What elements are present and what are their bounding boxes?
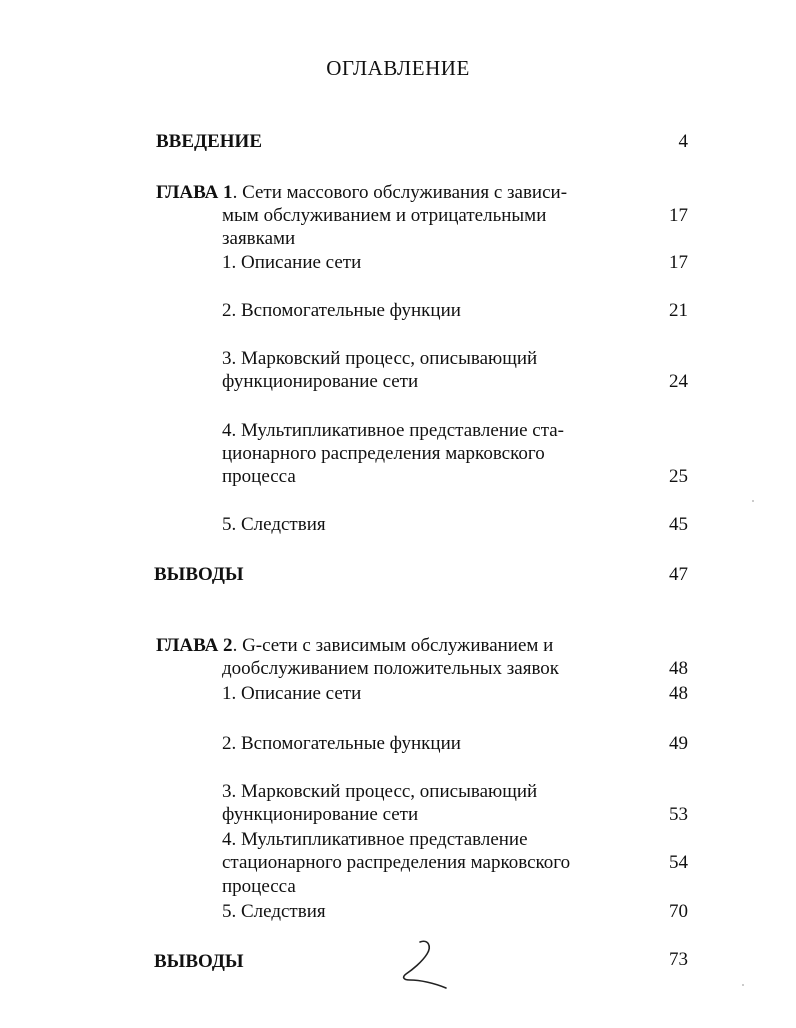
- chapter1-title-text: . Сети массового обслуживания с зависи-: [232, 182, 568, 203]
- chapter1-section-4-page: 25: [669, 466, 688, 487]
- chapter1-conclusions-label: ВЫВОДЫ: [154, 564, 244, 585]
- toc-intro-page: 4: [678, 131, 688, 152]
- scan-speck: [752, 500, 754, 502]
- chapter1-title-line-2: мым обслуживанием и отрицательными: [222, 205, 547, 226]
- chapter1-section-2-page: 21: [669, 300, 688, 321]
- chapter1-page: 17: [669, 205, 688, 226]
- chapter1-title-line-3: заявками: [222, 228, 296, 249]
- chapter1-section-4-line-3: процесса: [222, 466, 296, 487]
- chapter1-section-2: 2. Вспомогательные функции: [222, 300, 461, 321]
- chapter2-section-3-line-1: 3. Марковский процесс, описывающий: [222, 781, 538, 802]
- chapter2-section-3-page: 53: [669, 804, 688, 825]
- chapter2-heading: ГЛАВА 2: [156, 635, 233, 656]
- chapter2-section-5: 5. Следствия: [222, 901, 326, 922]
- chapter1-section-1-page: 17: [669, 252, 688, 273]
- chapter2-title-text: . G-сети с зависимым обслуживанием и: [232, 635, 554, 656]
- scan-speck: [742, 984, 744, 986]
- chapter2-section-1: 1. Описание сети: [222, 683, 362, 704]
- chapter1-section-3-line-1: 3. Марковский процесс, описывающий: [222, 348, 538, 369]
- chapter2-section-4-line-2: стационарного распределения марковского: [222, 852, 571, 873]
- toc-intro-label: ВВЕДЕНИЕ: [156, 131, 262, 152]
- chapter1-heading: ГЛАВА 1: [156, 182, 233, 203]
- chapter2-section-4-page: 54: [669, 852, 688, 873]
- chapter1-section-1: 1. Описание сети: [222, 252, 362, 273]
- chapter1-section-5-page: 45: [669, 514, 688, 535]
- handwritten-page-mark: [398, 938, 454, 990]
- chapter2-page: 48: [669, 658, 688, 679]
- chapter1-section-3-line-2: функционирование сети: [222, 371, 419, 392]
- chapter2-section-4-line-1: 4. Мультипликативное представление: [222, 829, 528, 850]
- chapter2-title-line-2: дообслуживанием положительных заявок: [222, 658, 560, 679]
- chapter2-section-2: 2. Вспомогательные функции: [222, 733, 461, 754]
- chapter1-section-5: 5. Следствия: [222, 514, 326, 535]
- chapter2-title-line-1: [156, 634, 553, 658]
- page-title: ОГЛАВЛЕНИЕ: [326, 56, 470, 80]
- chapter2-section-2-page: 49: [669, 733, 688, 754]
- chapter2-section-5-page: 70: [669, 901, 688, 922]
- chapter2-section-3-line-2: функционирование сети: [222, 804, 419, 825]
- chapter2-section-4-line-3: процесса: [222, 876, 296, 897]
- chapter1-title-line-1: [156, 181, 567, 205]
- chapter2-section-1-page: 48: [669, 683, 688, 704]
- chapter1-section-4-line-1: 4. Мультипликативное представление ста-: [222, 420, 565, 441]
- chapter1-section-3-page: 24: [669, 371, 688, 392]
- chapter1-conclusions-page: 47: [669, 564, 688, 585]
- chapter2-conclusions-page: 73: [669, 949, 688, 970]
- chapter1-section-4-line-2: ционарного распределения марковского: [222, 443, 545, 464]
- chapter2-conclusions-label: ВЫВОДЫ: [154, 951, 244, 972]
